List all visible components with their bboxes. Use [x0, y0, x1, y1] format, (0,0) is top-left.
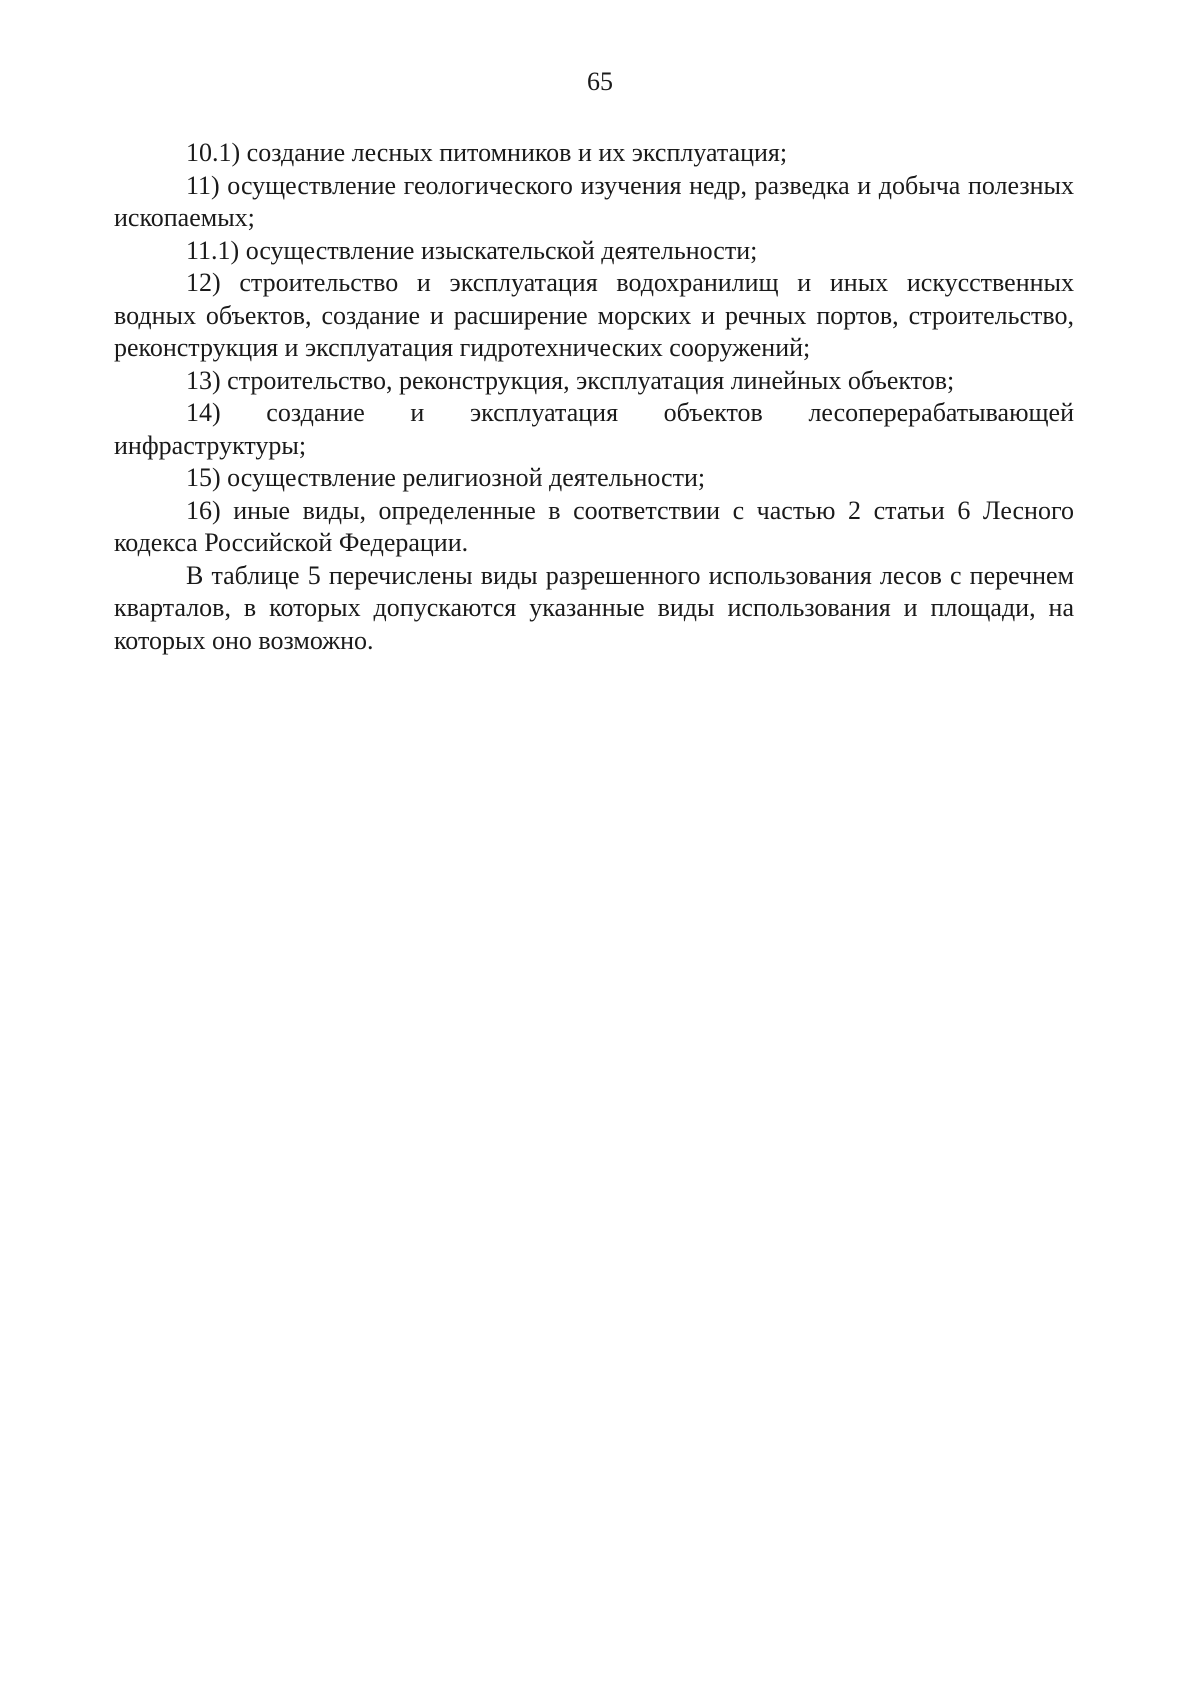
list-item-13: 13) строительство, реконструкция, эксплуатация линейных объектов; — [186, 365, 955, 395]
list-item-12: 12) строительство и эксплуатация водохранилищ и иных искусственных водных объектов, создание и расширение морских и речных портов, строительство, реконструкция и эксплуатация гидротехнических сооружений; — [114, 268, 1074, 362]
page-number: 65 — [587, 67, 613, 96]
list-item-11: 11) осуществление геологического изучения недр, разведка и добыча полезных ископаемых; — [114, 170, 1074, 232]
list-item-14: 14) создание и эксплуатация объектов лесоперерабатывающей инфраструктуры; — [114, 398, 1074, 460]
list-item-16: 16) иные виды, определенные в соответствии с частью 2 статьи 6 Лесного кодекса Российской Федерации. — [114, 495, 1074, 557]
list-item-15: 15) осуществление религиозной деятельности; — [186, 463, 706, 492]
table-reference-paragraph: В таблице 5 перечислены виды разрешенного использования лесов с перечнем кварталов, в которых допускаются указанные виды использования и площади, на которых оно возможно. — [114, 560, 1074, 655]
document-body — [114, 137, 1074, 657]
list-item-10-1: 10.1) создание лесных питомников и их эксплуатация; — [186, 138, 788, 167]
list-item-11-1: 11.1) осуществление изыскательской деятельности; — [186, 235, 758, 265]
